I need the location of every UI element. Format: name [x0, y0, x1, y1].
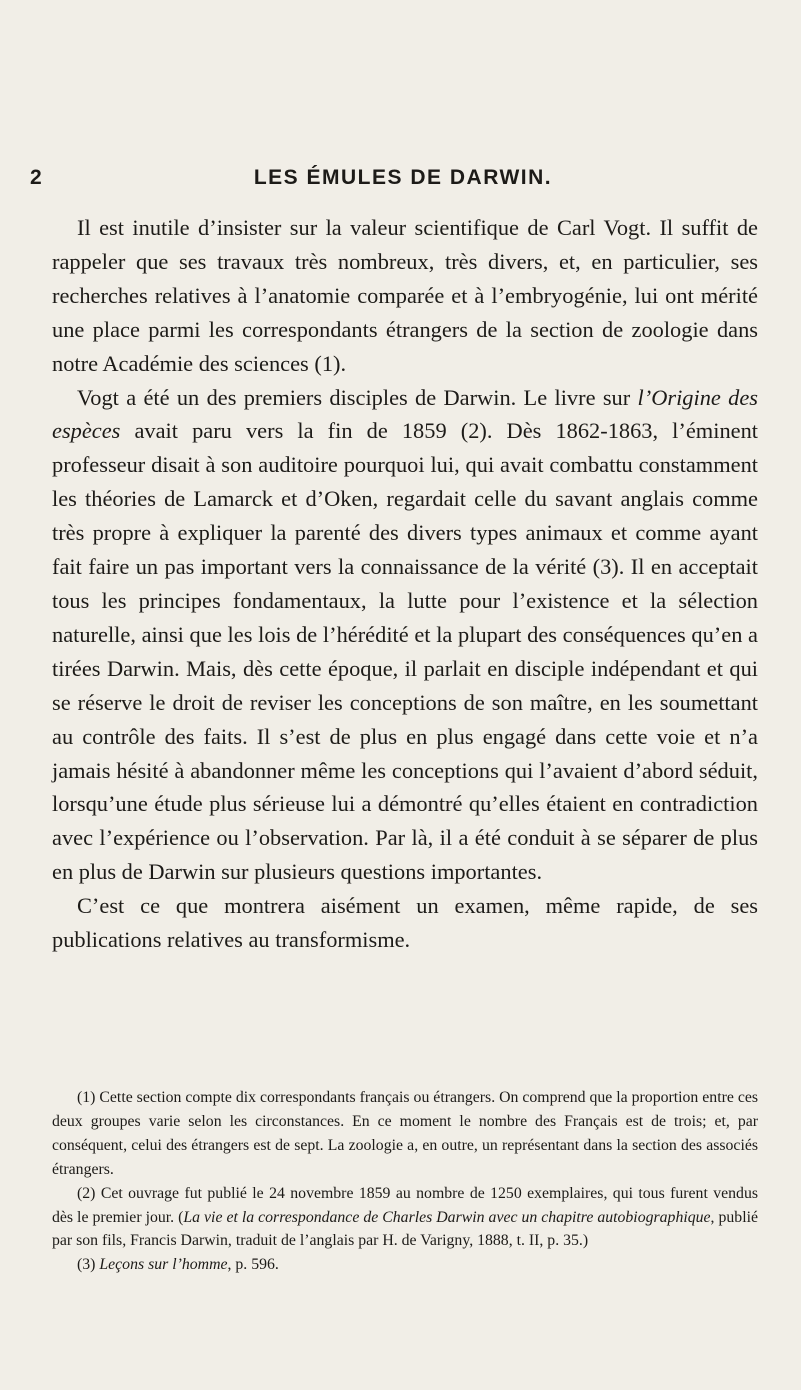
- footnote-3-book-title: Leçons sur l’homme: [99, 1256, 228, 1274]
- paragraph-2: [52, 381, 758, 890]
- footnote-2: [52, 1182, 758, 1254]
- running-title: LES ÉMULES DE DARWIN.: [253, 166, 553, 189]
- footnotes: [52, 1086, 758, 1277]
- footnote-2-book-title: La vie et la correspondance de Charles Darwin avec un chapitre autobiographique: [183, 1208, 711, 1226]
- body-text: [52, 211, 758, 957]
- footnote-2-text-a: (2) Cet ouvrage fut publié le 24 novembre 1859 au nombre de 1250 exemplaires, qui tous furent vendus dès le premier jour. (: [52, 1184, 758, 1226]
- paragraph-2-text-b: avait paru vers la fin de 1859 (2). Dès 1862-1863, l’éminent professeur disait à son auditoire pourquoi lui, qui avait combattu constamment les théories de Lamarck et d’Oken, regardait celle du savant anglais comme très propre à expliquer la parenté des divers types animaux et comme ayant fait faire un pas important vers la connaissance de la vérité (3). Il en acceptait tous les principes fondamentaux, la lutte pour l’existence et la sélection naturelle, ainsi que les lois de l’hérédité et la plupart des conséquences qu’en a tirées Darwin. Mais, dès cette époque, il parlait en disciple indépendant et qui se réserve le droit de reviser les conceptions de son maître, en les soumettant au contrôle des faits. Il s’est de plus en plus engagé dans cette voie et n’a jamais hésité à abandonner même les conceptions qui l’avaient d’abord séduit, lorsqu’une étude plus sérieuse lui a démontré qu’elles étaient en contradiction avec l’expérience ou l’observation. Par là, il a été conduit à se séparer de plus en plus de Darwin sur plusieurs questions importantes.: [52, 418, 758, 885]
- running-head: [30, 166, 776, 196]
- footnote-3-text-a: (3): [77, 1256, 100, 1274]
- paragraph-3: C’est ce que montrera aisément un examen, même rapide, de ses publications relatives au transformisme.: [52, 893, 758, 953]
- footnote-3: [52, 1253, 758, 1277]
- paragraph-1: Il est inutile d’insister sur la valeur scientifique de Carl Vogt. Il suffit de rappeler que ses travaux très nombreux, très divers, et, en particulier, ses recherches relatives à l’anatomie comparée et à l’embryogénie, lui ont mérité une place parmi les correspondants étrangers de la section de zoologie dans notre Académie des sciences (1).: [52, 215, 758, 376]
- paragraph-2-text-a: Vogt a été un des premiers disciples de Darwin. Le livre sur: [77, 384, 638, 410]
- book-title-origine: l’Origine des espèces: [52, 384, 759, 444]
- footnote-3-text-b: , p. 596.: [227, 1256, 279, 1274]
- footnote-2-text-b: , publié par son fils, Francis Darwin, traduit de l’anglais par H. de Varigny, 1888, t. II, p. 35.): [52, 1208, 758, 1250]
- footnote-1: (1) Cette section compte dix correspondants français ou étrangers. On comprend que la proportion entre ces deux groupes varie selon les circonstances. En ce moment le nombre des Français est de trois; et, par conséquent, celui des étrangers est de sept. La zoologie a, en outre, un représentant dans la section des associés étrangers.: [52, 1089, 758, 1178]
- page-number: 2: [30, 166, 42, 189]
